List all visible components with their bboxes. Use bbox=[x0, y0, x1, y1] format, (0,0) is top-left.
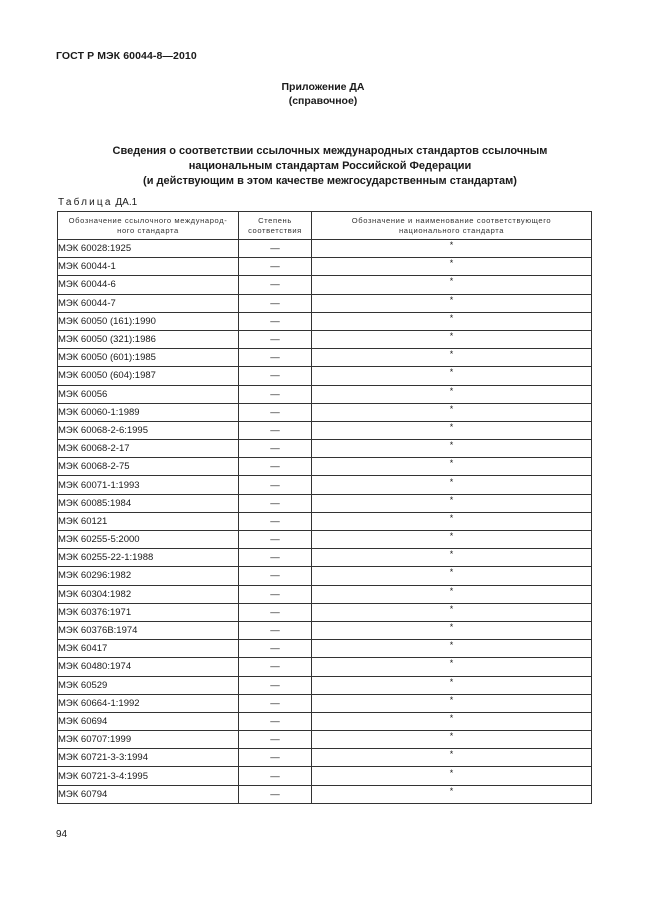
cell-international-standard: МЭК 60721-3-4:1995 bbox=[58, 767, 239, 785]
footnote-asterisk: * bbox=[449, 240, 454, 251]
footnote-asterisk: * bbox=[449, 731, 454, 742]
cell-national-standard bbox=[312, 694, 592, 712]
table-row bbox=[58, 549, 592, 567]
cell-national-standard bbox=[312, 531, 592, 549]
heading-line-1: Сведения о соответствии ссылочных международных стандартов ссылочным bbox=[112, 145, 548, 157]
cell-degree: — bbox=[239, 567, 312, 585]
cell-degree: — bbox=[239, 658, 312, 676]
table-row bbox=[58, 749, 592, 767]
cell-international-standard: МЭК 60480:1974 bbox=[58, 658, 239, 676]
footnote-asterisk: * bbox=[449, 294, 454, 305]
correspondence-table bbox=[57, 211, 592, 804]
footnote-asterisk: * bbox=[449, 331, 454, 342]
footnote-asterisk: * bbox=[449, 567, 454, 578]
cell-national-standard bbox=[312, 403, 592, 421]
section-heading bbox=[80, 144, 580, 189]
cell-degree: — bbox=[239, 312, 312, 330]
page-number: 94 bbox=[56, 829, 68, 840]
cell-national-standard bbox=[312, 476, 592, 494]
table-row bbox=[58, 476, 592, 494]
cell-international-standard: МЭК 60794 bbox=[58, 785, 239, 803]
footnote-asterisk: * bbox=[449, 712, 454, 723]
table-row bbox=[58, 312, 592, 330]
cell-national-standard bbox=[312, 731, 592, 749]
table-row bbox=[58, 240, 592, 258]
cell-degree: — bbox=[239, 549, 312, 567]
table-row bbox=[58, 403, 592, 421]
table-row bbox=[58, 258, 592, 276]
cell-international-standard: МЭК 60050 (321):1986 bbox=[58, 330, 239, 348]
cell-degree: — bbox=[239, 294, 312, 312]
cell-degree: — bbox=[239, 531, 312, 549]
table-row bbox=[58, 785, 592, 803]
cell-national-standard bbox=[312, 258, 592, 276]
cell-national-standard bbox=[312, 512, 592, 530]
cell-degree: — bbox=[239, 603, 312, 621]
table-row bbox=[58, 330, 592, 348]
cell-degree: — bbox=[239, 712, 312, 730]
table-row bbox=[58, 712, 592, 730]
cell-national-standard bbox=[312, 494, 592, 512]
table-row bbox=[58, 694, 592, 712]
footnote-asterisk: * bbox=[449, 367, 454, 378]
cell-degree: — bbox=[239, 494, 312, 512]
table-caption bbox=[58, 197, 137, 208]
cell-international-standard: МЭК 60255-5:2000 bbox=[58, 531, 239, 549]
cell-degree: — bbox=[239, 330, 312, 348]
cell-international-standard: МЭК 60304:1982 bbox=[58, 585, 239, 603]
cell-national-standard bbox=[312, 567, 592, 585]
table-header-row bbox=[58, 212, 592, 240]
table-row bbox=[58, 531, 592, 549]
cell-degree: — bbox=[239, 367, 312, 385]
table-row bbox=[58, 621, 592, 639]
header-international-standard bbox=[58, 212, 239, 240]
cell-national-standard bbox=[312, 458, 592, 476]
appendix-subtitle: (справочное) bbox=[288, 95, 358, 107]
table-row bbox=[58, 658, 592, 676]
cell-national-standard bbox=[312, 621, 592, 639]
cell-international-standard: МЭК 60028:1925 bbox=[58, 240, 239, 258]
header-col3-line1: Обозначение и наименование соответствующего bbox=[351, 215, 552, 225]
table-row bbox=[58, 440, 592, 458]
cell-international-standard: МЭК 60694 bbox=[58, 712, 239, 730]
cell-degree: — bbox=[239, 476, 312, 494]
footnote-asterisk: * bbox=[449, 476, 454, 487]
footnote-asterisk: * bbox=[449, 658, 454, 669]
cell-international-standard: МЭК 60044-1 bbox=[58, 258, 239, 276]
footnote-asterisk: * bbox=[449, 585, 454, 596]
cell-international-standard: МЭК 60121 bbox=[58, 512, 239, 530]
header-col3-line2: национального стандарта bbox=[398, 225, 505, 235]
header-col1-line2: ного стандарта bbox=[117, 225, 179, 235]
footnote-asterisk: * bbox=[449, 385, 454, 396]
table-row bbox=[58, 385, 592, 403]
cell-international-standard: МЭК 60255-22-1:1988 bbox=[58, 549, 239, 567]
table-row bbox=[58, 294, 592, 312]
footnote-asterisk: * bbox=[449, 312, 454, 323]
cell-national-standard bbox=[312, 240, 592, 258]
table-row bbox=[58, 640, 592, 658]
table-row bbox=[58, 458, 592, 476]
header-col1-line1: Обозначение ссылочного междунаpод- bbox=[68, 215, 228, 225]
table-row bbox=[58, 731, 592, 749]
cell-international-standard: МЭК 60060-1:1989 bbox=[58, 403, 239, 421]
footnote-asterisk: * bbox=[449, 421, 454, 432]
cell-international-standard: МЭК 60376:1971 bbox=[58, 603, 239, 621]
heading-line-2: национальным стандартам Российской Федерации bbox=[188, 160, 472, 172]
cell-degree: — bbox=[239, 458, 312, 476]
table-caption-number: ДА.1 bbox=[115, 197, 138, 208]
footnote-asterisk: * bbox=[449, 603, 454, 614]
cell-national-standard bbox=[312, 767, 592, 785]
footnote-asterisk: * bbox=[449, 767, 454, 778]
cell-national-standard bbox=[312, 421, 592, 439]
footnote-asterisk: * bbox=[449, 549, 454, 560]
cell-national-standard bbox=[312, 785, 592, 803]
cell-degree: — bbox=[239, 276, 312, 294]
table-row bbox=[58, 512, 592, 530]
cell-national-standard bbox=[312, 294, 592, 312]
footnote-asterisk: * bbox=[449, 676, 454, 687]
cell-international-standard: МЭК 60085:1984 bbox=[58, 494, 239, 512]
cell-international-standard: МЭК 60707:1999 bbox=[58, 731, 239, 749]
cell-international-standard: МЭК 60056 bbox=[58, 385, 239, 403]
header-col2-line2: соответствия bbox=[248, 225, 302, 235]
cell-national-standard bbox=[312, 640, 592, 658]
cell-international-standard: МЭК 60044-6 bbox=[58, 276, 239, 294]
cell-international-standard: МЭК 60050 (604):1987 bbox=[58, 367, 239, 385]
cell-international-standard: МЭК 60068-2-17 bbox=[58, 440, 239, 458]
cell-international-standard: МЭК 60044-7 bbox=[58, 294, 239, 312]
cell-degree: — bbox=[239, 585, 312, 603]
cell-national-standard bbox=[312, 658, 592, 676]
cell-international-standard: МЭК 60068-2-6:1995 bbox=[58, 421, 239, 439]
cell-international-standard: МЭК 60068-2-75 bbox=[58, 458, 239, 476]
footnote-asterisk: * bbox=[449, 694, 454, 705]
cell-national-standard bbox=[312, 349, 592, 367]
cell-degree: — bbox=[239, 421, 312, 439]
cell-national-standard bbox=[312, 276, 592, 294]
cell-national-standard bbox=[312, 585, 592, 603]
cell-degree: — bbox=[239, 767, 312, 785]
cell-international-standard: МЭК 60664-1:1992 bbox=[58, 694, 239, 712]
table-row bbox=[58, 421, 592, 439]
cell-degree: — bbox=[239, 512, 312, 530]
footnote-asterisk: * bbox=[449, 349, 454, 360]
footnote-asterisk: * bbox=[449, 512, 454, 523]
cell-degree: — bbox=[239, 694, 312, 712]
cell-international-standard: МЭК 60071-1:1993 bbox=[58, 476, 239, 494]
cell-national-standard bbox=[312, 603, 592, 621]
footnote-asterisk: * bbox=[449, 258, 454, 269]
cell-international-standard: МЭК 60417 bbox=[58, 640, 239, 658]
cell-degree: — bbox=[239, 731, 312, 749]
heading-line-3: (и действующим в этом качестве межгосударственным стандартам) bbox=[143, 175, 517, 187]
footnote-asterisk: * bbox=[449, 749, 454, 760]
cell-national-standard bbox=[312, 676, 592, 694]
table-row bbox=[58, 276, 592, 294]
cell-national-standard bbox=[312, 549, 592, 567]
footnote-asterisk: * bbox=[449, 458, 454, 469]
cell-degree: — bbox=[239, 440, 312, 458]
footnote-asterisk: * bbox=[449, 494, 454, 505]
footnote-asterisk: * bbox=[449, 622, 454, 633]
cell-national-standard bbox=[312, 440, 592, 458]
header-national-standard bbox=[312, 212, 592, 240]
table-row bbox=[58, 349, 592, 367]
cell-national-standard bbox=[312, 312, 592, 330]
footnote-asterisk: * bbox=[449, 403, 454, 414]
cell-international-standard: МЭК 60721-3-3:1994 bbox=[58, 749, 239, 767]
cell-international-standard: МЭК 60376В:1974 bbox=[58, 621, 239, 639]
footnote-asterisk: * bbox=[449, 440, 454, 451]
cell-degree: — bbox=[239, 240, 312, 258]
cell-degree: — bbox=[239, 258, 312, 276]
cell-international-standard: МЭК 60050 (161):1990 bbox=[58, 312, 239, 330]
footnote-asterisk: * bbox=[449, 531, 454, 542]
cell-degree: — bbox=[239, 349, 312, 367]
appendix-title: Приложение ДА bbox=[281, 81, 365, 93]
cell-national-standard bbox=[312, 749, 592, 767]
cell-degree: — bbox=[239, 403, 312, 421]
document-header: ГОСТ Р МЭК 60044-8—2010 bbox=[56, 50, 197, 62]
footnote-asterisk: * bbox=[449, 785, 454, 796]
table-row bbox=[58, 567, 592, 585]
table-body bbox=[58, 240, 592, 804]
appendix-title-block bbox=[0, 80, 646, 108]
table-row bbox=[58, 367, 592, 385]
table-row bbox=[58, 767, 592, 785]
table-row bbox=[58, 676, 592, 694]
cell-degree: — bbox=[239, 749, 312, 767]
cell-international-standard: МЭК 60529 bbox=[58, 676, 239, 694]
table-row bbox=[58, 585, 592, 603]
table-caption-label: Таблица bbox=[58, 197, 113, 208]
table-row bbox=[58, 603, 592, 621]
cell-degree: — bbox=[239, 621, 312, 639]
cell-international-standard: МЭК 60050 (601):1985 bbox=[58, 349, 239, 367]
cell-degree: — bbox=[239, 385, 312, 403]
cell-national-standard bbox=[312, 367, 592, 385]
footnote-asterisk: * bbox=[449, 276, 454, 287]
cell-national-standard bbox=[312, 712, 592, 730]
header-col2-line1: Степень bbox=[258, 215, 292, 225]
cell-degree: — bbox=[239, 676, 312, 694]
cell-national-standard bbox=[312, 330, 592, 348]
cell-degree: — bbox=[239, 640, 312, 658]
header-degree-of-correspondence bbox=[239, 212, 312, 240]
cell-international-standard: МЭК 60296:1982 bbox=[58, 567, 239, 585]
cell-degree: — bbox=[239, 785, 312, 803]
footnote-asterisk: * bbox=[449, 640, 454, 651]
cell-national-standard bbox=[312, 385, 592, 403]
table-row bbox=[58, 494, 592, 512]
